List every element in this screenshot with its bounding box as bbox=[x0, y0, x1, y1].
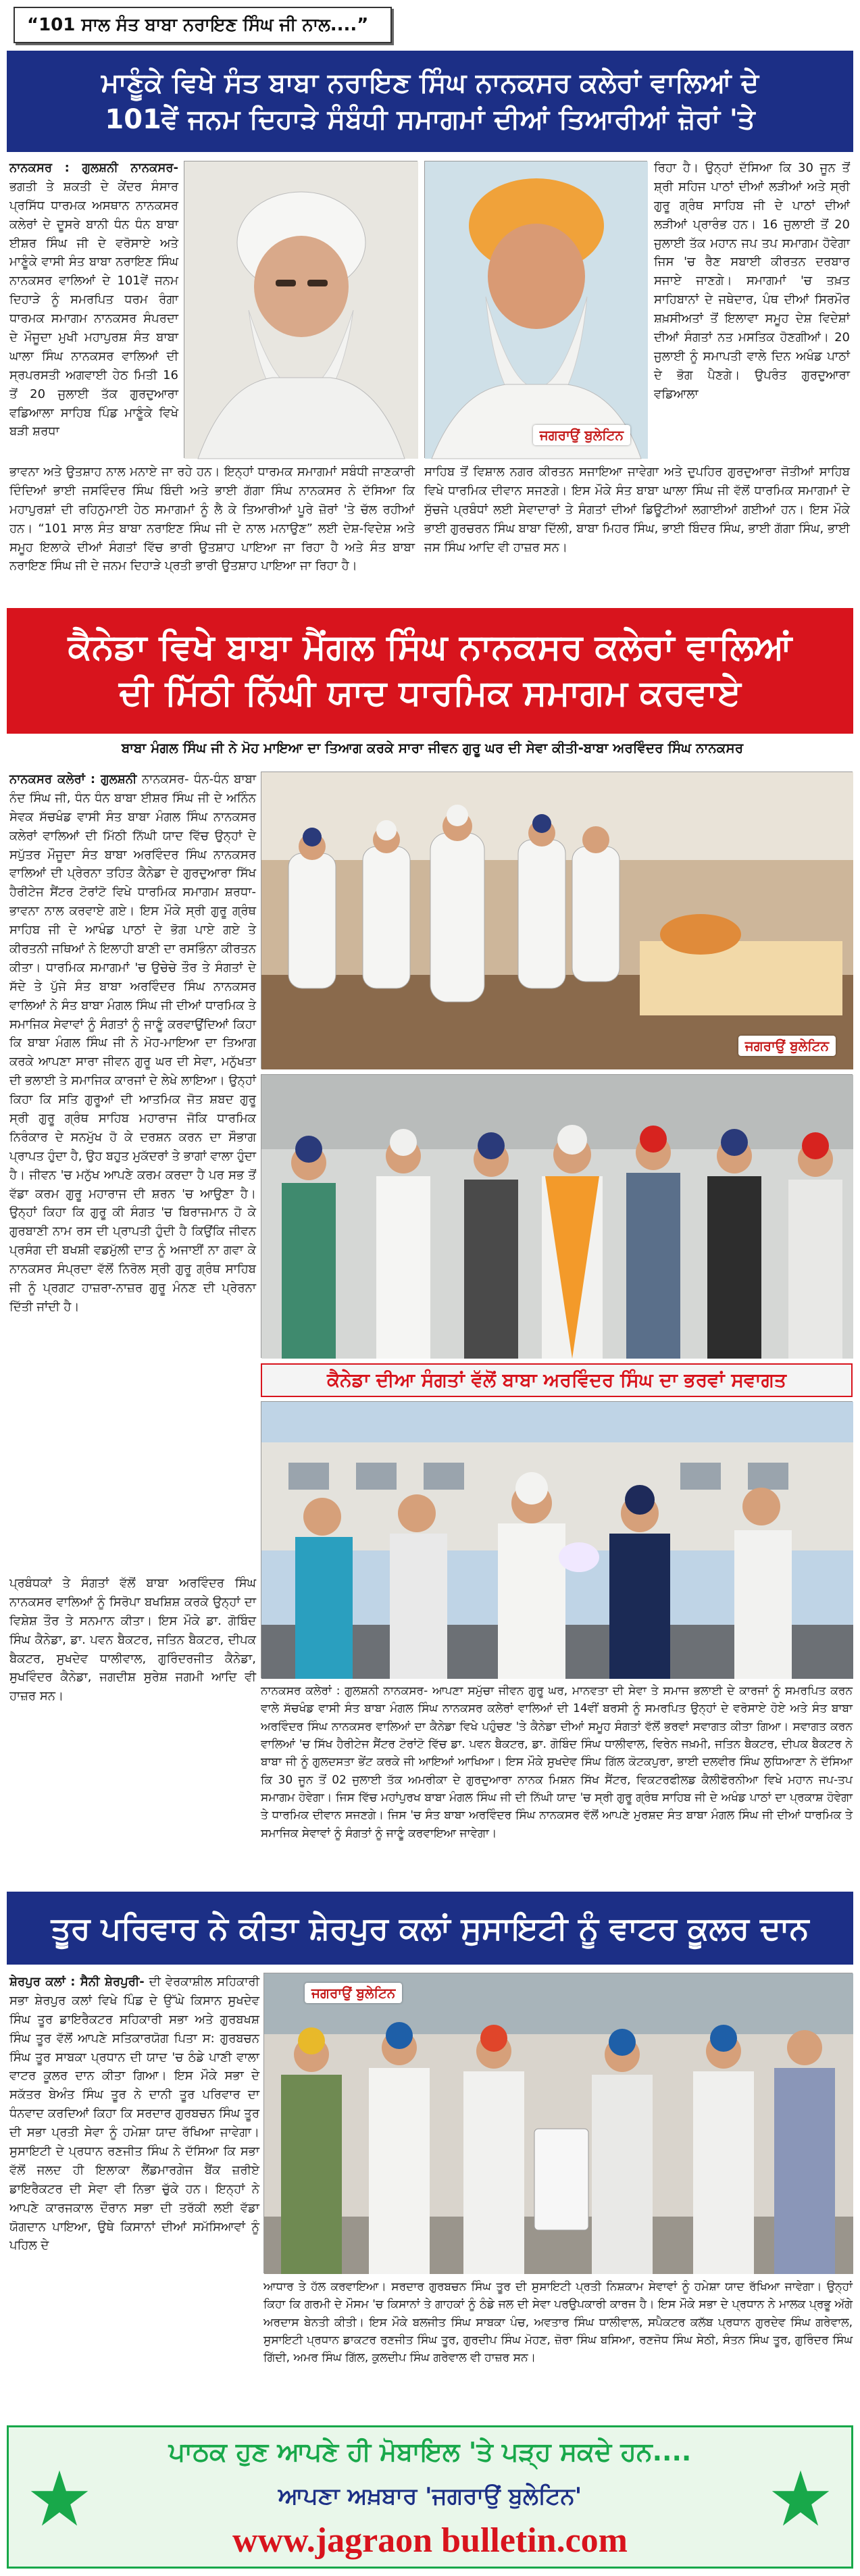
article2-photo-welcome bbox=[261, 1401, 853, 1678]
article2-photo-ceremony bbox=[261, 772, 853, 1069]
watermark: ਜਗਰਾਉਂ ਬੁਲੇਟਿਨ bbox=[738, 1036, 836, 1056]
article3-right-text: ਆਧਾਰ ਤੇ ਹੱਲ ਕਰਵਾਇਆ। ਸਰਦਾਰ ਗੁਰਬਚਨ ਸਿੰਘ ਤੂਰ ਦੀ ਸੁਸਾਇਟੀ ਪ੍ਰਤੀ ਨਿਸ਼ਕਾਮ ਸੇਵਾਵਾਂ ਨੂੰ ਹਮੇਸ਼ਾ ਯਾਦ ਰੱਖਿਆ ਜਾਵੇਗਾ। ਉਨ੍ਹਾਂ ਕਿਹਾ ਕਿ ਗਰਮੀ ਦੇ ਮੌਸਮ 'ਚ ਕਿਸਾਨਾਂ ਤੇ ਗਾਹਕਾਂ ਨੂੰ ਠੰਡੇ ਜਲ ਦੀ ਸੇਵਾ ਪਰਉਪਕਾਰੀ ਕਾਰਜ ਹੈ। ਇਸ ਮੌਕੇ ਸਭਾ ਦੇ ਪ੍ਰਧਾਨ ਨੇ ਮਾਲਕ ਪ੍ਰਭੂ ਅੱਗੇ ਅਰਦਾਸ ਬੇਨਤੀ ਕੀਤੀ। ਇਸ ਮੌਕੇ ਬਲਜੀਤ ਸਿੰਘ ਸਾਬਕਾ ਪੰਚ, ਅਵਤਾਰ ਸਿੰਘ ਧਾਲੀਵਾਲ, ਸਪੈਕਟਰ ਕਲੱਬ ਪ੍ਰਧਾਨ ਗੁਰਦੇਵ ਸਿੰਘ ਗਰੇਵਾਲ, ਸੁਸਾਇਟੀ ਪ੍ਰਧਾਨ ਡਾਕਟਰ ਰਣਜੀਤ ਸਿੰਘ ਤੂਰ, ਗੁਰਦੀਪ ਸਿੰਘ ਮੋਹਣ, ਜ਼ੋਰਾ ਸਿੰਘ ਬਸਿਆ, ਰਣਜੋਧ ਸਿੰਘ ਸੇਠੀ, ਸੰਤਨ ਸਿੰਘ ਤੂਰ, ਗੁਰਿੰਦਰ ਸਿੰਘ ਗਿੱਦੀ, ਅਮਰ ਸਿੰਘ ਗਿੱਲ, ਕੁਲਦੀਪ ਸਿੰਘ ਗਰੇਵਾਲ ਵੀ ਹਾਜ਼ਰ ਸਨ। bbox=[263, 2280, 853, 2365]
article2-bottom-text bbox=[261, 1682, 853, 1878]
article2-headline-line1: ਕੈਨੇਡਾ ਵਿਖੇ ਬਾਬਾ ਮੈਂਗਲ ਸਿੰਘ ਨਾਨਕਸਰ ਕਲੇਰਾਂ ਵਾਲਿਆਂ bbox=[68, 627, 792, 668]
article2-left-column bbox=[9, 770, 256, 1574]
article2-headline bbox=[7, 608, 853, 734]
article3-bottom-text bbox=[263, 2278, 853, 2420]
footer-banner bbox=[7, 2425, 853, 2569]
article2-left-text2: ਪ੍ਰਬੰਧਕਾਂ ਤੇ ਸੰਗਤਾਂ ਵੱਲੋਂ ਬਾਬਾ ਅਰਵਿੰਦਰ ਸਿੰਘ ਨਾਨਕਸਰ ਵਾਲਿਆਂ ਨੂੰ ਸਿਰੋਪਾ ਬਖਸ਼ਿਸ਼ ਕਰਕੇ ਉਨ੍ਹਾਂ ਦਾ ਵਿਸ਼ੇਸ਼ ਤੌਰ ਤੇ ਸਨਮਾਨ ਕੀਤਾ। ਇਸ ਮੌਕੇ ਡਾ. ਗੋਬਿੰਦ ਸਿੰਘ ਕੈਨੇਡਾ, ਡਾ. ਪਵਨ ਬੈਕਟਰ, ਜਤਿਨ ਬੈਕਟਰ, ਦੀਪਕ ਬੈਕਟਰ, ਸੁਖਦੇਵ ਧਾਲੀਵਾਲ, ਗੁਰਿੰਦਰਜੀਤ ਕੈਨੇਡਾ, ਸੁਖਵਿੰਦਰ ਕੈਨੇਡਾ, ਜਗਦੀਸ਼ ਸੁਰੇਸ਼ ਜਗਮੀ ਆਦਿ ਵੀ ਹਾਜ਼ਰ ਸਨ। bbox=[9, 1576, 256, 1704]
article1-dateline: ਨਾਨਕਸਰ : ਗੁਲਸ਼ਨੀ ਨਾਨਕਸਰ- bbox=[9, 161, 178, 175]
footer-line2: ਆਪਣਾ ਅਖ਼ਬਾਰ 'ਜਗਰਾਉਂ ਬੁਲੇਟਿਨ' bbox=[278, 2483, 582, 2510]
footer-line1: ਪਾਠਕ ਹੁਣ ਆਪਣੇ ਹੀ ਮੋਬਾਇਲ 'ਤੇ ਪੜ੍ਹ ਸਕਦੇ ਹਨ.... bbox=[168, 2437, 692, 2467]
article2-caption bbox=[261, 1363, 853, 1397]
article1-full-text: ਭਾਵਨਾ ਅਤੇ ਉਤਸ਼ਾਹ ਨਾਲ ਮਨਾਏ ਜਾ ਰਹੇ ਹਨ। ਇਨ੍ਹਾਂ ਧਾਰਮਕ ਸਮਾਗਮਾਂ ਸਬੰਧੀ ਜਾਣਕਾਰੀ ਦਿੰਦਿਆਂ ਭਾਈ ਜਸਵਿੰਦਰ ਸਿੰਘ ਬਿੰਦੀ ਅਤੇ ਭਾਈ ਗੱਗਾ ਸਿੰਘ ਨਾਨਕਸਰ ਨੇ ਦੱਸਿਆ ਕਿ ਮਹਾਪੁਰਸ਼ਾਂ ਦੀ ਰਹਿਨੁਮਾਈ ਹੇਠ ਸਮਾਗਮਾਂ ਨੂੰ ਲੈ ਕੇ ਤਿਆਰੀਆਂ ਪੂਰੇ ਜ਼ੋਰਾਂ 'ਤੇ ਚੱਲ ਰਹੀਆਂ ਹਨ। “101 ਸਾਲ ਸੰਤ ਬਾਬਾ ਨਰਾਇਣ ਸਿੰਘ ਜੀ ਦੇ ਨਾਲ ਮਨਾਉਣ” ਲਈ ਦੇਸ਼-ਵਿਦੇਸ਼ ਅਤੇ ਸਮੂਹ ਇਲਾਕੇ ਦੀਆਂ ਸੰਗਤਾਂ ਵਿੱਚ ਭਾਰੀ ਉਤਸ਼ਾਹ ਪਾਇਆ ਜਾ ਰਿਹਾ ਹੈ ਅਤੇ ਸੰਤ ਬਾਬਾ ਨਰਾਇਣ ਸਿੰਘ ਜੀ ਦੇ ਜਨਮ ਦਿਹਾੜੇ ਪ੍ਰਤੀ ਭਾਰੀ ਉਤਸ਼ਾਹ ਪਾਇਆ ਜਾ ਰਿਹਾ ਹੈ। bbox=[9, 465, 415, 574]
article2-photo-honour bbox=[261, 1074, 853, 1358]
article2-left-column-2 bbox=[9, 1574, 256, 1704]
article1-headline bbox=[7, 51, 853, 152]
article2-headline-line2: ਦੀ ਮਿੱਠੀ ਨਿੱਘੀ ਯਾਦ ਧਾਰਮਿਕ ਸਮਾਗਮ ਕਰਵਾਏ bbox=[119, 673, 741, 713]
watermark: ਜਗਰਾਉਂ ਬੁਲੇਟਿਨ bbox=[533, 425, 630, 445]
article3-photo-donation bbox=[263, 1973, 853, 2273]
article2-bottom-text-content: ਨਾਨਕਸਰ ਕਲੇਰਾਂ : ਗੁਲਸ਼ਨੀ ਨਾਨਕਸਰ- ਆਪਣਾ ਸਮੁੱਚਾ ਜੀਵਨ ਗੁਰੂ ਘਰ, ਮਾਨਵਤਾ ਦੀ ਸੇਵਾ ਤੇ ਸਮਾਜ ਭਲਾਈ ਦੇ ਕਾਰਜਾਂ ਨੂੰ ਸਮਰਪਿਤ ਕਰਨ ਵਾਲੇ ਸੱਚਖੰਡ ਵਾਸੀ ਸੰਤ ਬਾਬਾ ਮੰਗਲ ਸਿੰਘ ਨਾਨਕਸਰ ਕਲੇਰਾਂ ਵਾਲਿਆਂ ਦੀ 14ਵੀਂ ਬਰਸੀ ਨੂੰ ਸਮਰਪਿਤ ਉਨ੍ਹਾਂ ਦੇ ਵਰੋਸਾਏ ਹੋਏ ਅਤੇ ਸੰਤ ਬਾਬਾ ਅਰਵਿੰਦਰ ਸਿੰਘ ਨਾਨਕਸਰ ਵਾਲਿਆਂ ਦਾ ਕੈਨੇਡਾ ਵਿਖੇ ਪਹੁੰਚਣ 'ਤੇ ਕੈਨੇਡਾ ਦੀਆਂ ਸਮੂਹ ਸੰਗਤਾਂ ਵੱਲੋਂ ਭਰਵਾਂ ਸਵਾਗਤ ਕੀਤਾ ਗਿਆ। ਸਵਾਗਤ ਕਰਨ ਵਾਲਿਆਂ 'ਚ ਸਿੱਖ ਹੈਰੀਟੇਜ ਸੈਂਟਰ ਟੋਰਾਂਟੋ ਵਿੱਚ ਡਾ. ਪਵਨ ਬੈਕਟਰ, ਡਾ. ਗੋਬਿੰਦ ਸਿੰਘ ਧਾਲੀਵਾਲ, ਵਿਰੇਨ ਜਖ਼ਮੀ, ਜਤਿਨ ਬੈਕਟਰ, ਦੀਪਕ ਬੈਕਟਰ ਨੇ ਬਾਬਾ ਜੀ ਨੂੰ ਗੁਲਦਸਤਾ ਭੇਂਟ ਕਰਕੇ ਜੀ ਆਇਆਂ ਆਖਿਆ। ਇਸ ਮੌਕੇ ਸੁਖਦੇਵ ਸਿੰਘ ਗਿੱਲ ਕੋਟਕਪੁਰਾ, ਭਾਈ ਦਲਵੀਰ ਸਿੰਘ ਲੁਧਿਆਣਾ ਨੇ ਦੱਸਿਆ ਕਿ 30 ਜੂਨ ਤੋਂ 02 ਜੁਲਾਈ ਤੱਕ ਅਮਰੀਕਾ ਦੇ ਗੁਰਦੁਆਰਾ ਨਾਨਕ ਮਿਸ਼ਨ ਸਿੱਖ ਸੈਂਟਰ, ਵਿਕਟਰਫੀਲਡ ਕੈਲੀਫੋਰਨੀਆ ਵਿਖੇ ਮਹਾਨ ਜਪ-ਤਪ ਸਮਾਗਮ ਹੋਵੇਗਾ। ਜਿਸ ਵਿੱਚ ਮਹਾਂਪੁਰਖ ਬਾਬਾ ਮੰਗਲ ਸਿੰਘ ਜੀ ਦੀ ਨਿੱਘੀ ਯਾਦ 'ਚ ਸ੍ਰੀ ਗੁਰੂ ਗ੍ਰੰਥ ਸਾਹਿਬ ਜੀ ਦੇ ਅਖੰਡ ਪਾਠਾਂ ਦਾ ਪ੍ਰਕਾਸ਼ ਹੋਵੇਗਾ ਤੇ ਧਾਰਮਿਕ ਦੀਵਾਨ ਸਜਣਗੇ। ਜਿਸ 'ਚ ਸੰਤ ਬਾਬਾ ਅਰਵਿੰਦਰ ਸਿੰਘ ਨਾਨਕਸਰ ਵੱਲੋਂ ਆਪਣੇ ਮੁਰਸ਼ਦ ਸੰਤ ਬਾਬਾ ਮੰਗਲ ਸਿੰਘ ਜੀ ਦੀਆਂ ਧਾਰਮਿਕ ਤੇ ਸਮਾਜਿਕ ਸੇਵਾਵਾਂ ਨੂੰ ਸੰਗਤਾਂ ਨੂੰ ਜਾਣੂੰ ਕਰਵਾਇਆ ਜਾਵੇਗਾ। bbox=[261, 1684, 853, 1840]
article3-left-column bbox=[9, 1973, 259, 2371]
article1-left-text: ਭਗਤੀ ਤੇ ਸ਼ਕਤੀ ਦੇ ਕੇਂਦਰ ਸੰਸਾਰ ਪ੍ਰਸਿੱਧ ਧਾਰਮਕ ਅਸਥਾਨ ਨਾਨਕਸਰ ਕਲੇਰਾਂ ਦੇ ਦੂਸਰੇ ਬਾਨੀ ਧੰਨ ਧੰਨ ਬਾਬਾ ਈਸ਼ਰ ਸਿੰਘ ਜੀ ਦੇ ਵਰੋਸਾਏ ਅਤੇ ਮਾਣੂੰਕੇ ਵਾਸੀ ਸੰਤ ਬਾਬਾ ਨਰਾਇਣ ਸਿੰਘ ਨਾਨਕਸਰ ਵਾਲਿਆਂ ਦੇ 101ਵੇਂ ਜਨਮ ਦਿਹਾੜੇ ਨੂੰ ਸਮਰਪਿਤ ਧਰਮ ਰੰਗਾ ਧਾਰਮਕ ਸਮਾਗਮ ਨਾਨਕਸਰ ਸੰਪਰਦਾ ਦੇ ਮੌਜੂਦਾ ਮੁਖੀ ਮਹਾਪੁਰਸ਼ ਸੰਤ ਬਾਬਾ ਘਾਲਾ ਸਿੰਘ ਨਾਨਕਸਰ ਵਾਲਿਆਂ ਦੀ ਸ੍ਰਪਰਸਤੀ ਅਗਵਾਈ ਹੇਠ ਮਿਤੀ 16 ਤੋਂ 20 ਜੁਲਾਈ ਤੱਕ ਗੁਰਦੁਆਰਾ ਵਡਿਆਲਾ ਸਾਹਿਬ ਪਿੰਡ ਮਾਣੂੰਕੇ ਵਿਖੇ ਬੜੀ ਸ਼ਰਧਾ bbox=[9, 179, 178, 439]
article1-bottom-left bbox=[9, 463, 415, 574]
top-quote-text: “101 ਸਾਲ ਸੰਤ ਬਾਬਾ ਨਰਾਇਣ ਸਿੰਘ ਜੀ ਨਾਲ....” bbox=[27, 14, 369, 35]
article2-caption-text: ਕੈਨੇਡਾ ਦੀਆ ਸੰਗਤਾਂ ਵੱਲੋਂ ਬਾਬਾ ਅਰਵਿੰਦਰ ਸਿੰਘ ਦਾ ਭਰਵਾਂ ਸਵਾਗਤ bbox=[327, 1369, 786, 1391]
article2-left-text: ਨਾਨਕਸਰ- ਧੰਨ-ਧੰਨ ਬਾਬਾ ਨੰਦ ਸਿੰਘ ਜੀ, ਧੰਨ ਧੰਨ ਬਾਬਾ ਈਸ਼ਰ ਸਿੰਘ ਜੀ ਦੇ ਅਨਿੰਨ ਸੇਵਕ ਸੱਚਖੰਡ ਵਾਸੀ ਸੰਤ ਬਾਬਾ ਮੰਗਲ ਸਿੰਘ ਨਾਨਕਸਰ ਕਲੇਰਾਂ ਵਾਲਿਆਂ ਦੀ ਮਿੱਠੀ ਨਿੱਘੀ ਯਾਦ ਵਿੱਚ ਉਨ੍ਹਾਂ ਦੇ ਸਪੁੱਤਰ ਮੌਜੂਦਾ ਸੰਤ ਬਾਬਾ ਅਰਵਿੰਦਰ ਸਿੰਘ ਨਾਨਕਸਰ ਵਾਲਿਆਂ ਦੀ ਪ੍ਰੇਰਨਾ ਤਹਿਤ ਕੈਨੇਡਾ ਦੇ ਗੁਰਦੁਆਰਾ ਸਿੱਖ ਹੈਰੀਟੇਜ ਸੈਂਟਰ ਟੋਰਾਂਟੋ ਵਿਖੇ ਧਾਰਮਿਕ ਸਮਾਗਮ ਸ਼ਰਧਾ-ਭਾਵਨਾ ਨਾਲ ਕਰਵਾਏ ਗਏ। ਇਸ ਮੌਕੇ ਸ੍ਰੀ ਗੁਰੂ ਗ੍ਰੰਥ ਸਾਹਿਬ ਜੀ ਦੇ ਆਖੰਡ ਪਾਠਾਂ ਦੇ ਭੋਗ ਪਾਏ ਗਏ ਤੇ ਕੀਰਤਨੀ ਜਥਿਆਂ ਨੇ ਇਲਾਹੀ ਬਾਣੀ ਦਾ ਰਸਭਿੰਨਾ ਕੀਰਤਨ ਕੀਤਾ। ਧਾਰਮਿਕ ਸਮਾਗਮਾਂ 'ਚ ਉਚੇਚੇ ਤੌਰ ਤੇ ਸੰਗਤਾਂ ਦੇ ਸੱਦੇ ਤੇ ਪੁੱਜੇ ਸੰਤ ਬਾਬਾ ਅਰਵਿੰਦਰ ਸਿੰਘ ਨਾਨਕਸਰ ਵਾਲਿਆਂ ਨੇ ਸੰਤ ਬਾਬਾ ਮੰਗਲ ਸਿੰਘ ਜੀ ਦੀਆਂ ਧਾਰਮਿਕ ਤੇ ਸਮਾਜਿਕ ਸੇਵਾਵਾਂ ਨੂੰ ਸੰਗਤਾਂ ਨੂੰ ਜਾਣੂੰ ਕਰਵਾਉਂਦਿਆਂ ਕਿਹਾ ਕਿ ਬਾਬਾ ਮੰਗਲ ਸਿੰਘ ਜੀ ਨੇ ਮੋਹ-ਮਾਇਆ ਦਾ ਤਿਆਗ ਕਰਕੇ ਆਪਣਾ ਸਾਰਾ ਜੀਵਨ ਗੁਰੂ ਘਰ ਦੀ ਸੇਵਾ, ਮਨੁੱਖਤਾ ਦੀ ਭਲਾਈ ਤੇ ਸਮਾਜਿਕ ਕਾਰਜਾਂ ਦੇ ਲੇਖੇ ਲਾਇਆ। ਉਨ੍ਹਾਂ ਕਿਹਾ ਕਿ ਸਤਿ ਗੁਰੂਆਂ ਦੀ ਆਤਮਿਕ ਜੋਤ ਸ਼ਬਦ ਗੁਰੂ ਸ੍ਰੀ ਗੁਰੂ ਗ੍ਰੰਥ ਸਾਹਿਬ ਮਹਾਰਾਜ ਜੋਕਿ ਧਾਰਮਿਕ ਨਿਰੰਕਾਰ ਦੇ ਸਨਮੁੱਖ ਹੋ ਕੇ ਦਰਸ਼ਨ ਕਰਨ ਦਾ ਸੌਭਾਗ ਪ੍ਰਾਪਤ ਹੁੰਦਾ ਹੈ, ਉਹ ਬਹੁਤ ਮੁਕੱਦਰਾਂ ਤੇ ਭਾਗਾਂ ਵਾਲਾ ਹੁੰਦਾ ਹੈ। ਜੀਵਨ 'ਚ ਮਨੁੱਖ ਆਪਣੇ ਕਰਮ ਕਰਦਾ ਹੈ ਪਰ ਸਭ ਤੋਂ ਵੱਡਾ ਕਰਮ ਗੁਰੂ ਮਹਾਰਾਜ ਦੀ ਸ਼ਰਨ 'ਚ ਆਉਣਾ ਹੈ। ਉਨ੍ਹਾਂ ਕਿਹਾ ਕਿ ਗੁਰੂ ਕੀ ਸੰਗਤ 'ਚ ਬਿਰਾਜਮਾਨ ਹੋ ਕੇ ਗੁਰਬਾਣੀ ਨਾਮ ਰਸ ਦੀ ਪ੍ਰਾਪਤੀ ਹੁੰਦੀ ਹੈ ਕਿਉਂਕਿ ਜੀਵਨ ਪ੍ਰਸੰਗ ਦੀ ਬਖਸ਼ੀ ਵਡਮੁੱਲੀ ਦਾਤ ਨੂੰ ਅਜਾਈਂ ਨਾ ਗਵਾ ਕੇ ਨਾਨਕਸਰ ਸੰਪ੍ਰਦਾ ਵੱਲੋਂ ਨਿਰੋਲ ਸ੍ਰੀ ਗੁਰੂ ਗ੍ਰੰਥ ਸਾਹਿਬ ਜੀ ਨੂੰ ਪ੍ਰਗਟ ਹਾਜ਼ਰਾ-ਨਾਜ਼ਰ ਗੁਰੂ ਮੰਨਣ ਦੀ ਪ੍ਰੇਰਨਾ ਦਿੱਤੀ ਜਾਂਦੀ ਹੈ। bbox=[9, 772, 257, 1314]
article3-headline-text: ਤੂਰ ਪਰਿਵਾਰ ਨੇ ਕੀਤਾ ਸ਼ੇਰਪੁਰ ਕਲਾਂ ਸੁਸਾਇਟੀ ਨੂੰ ਵਾਟਰ ਕੂਲਰ ਦਾਨ bbox=[51, 1909, 809, 1946]
article2-subhead-text: ਬਾਬਾ ਮੰਗਲ ਸਿੰਘ ਜੀ ਨੇ ਮੋਹ ਮਾਇਆ ਦਾ ਤਿਆਗ ਕਰਕੇ ਸਾਰਾ ਜੀਵਨ ਗੁਰੂ ਘਰ ਦੀ ਸੇਵਾ ਕੀਤੀ-ਬਾਬਾ ਅਰਵਿੰਦਰ ਸਿੰਘ ਨਾਨਕਸਰ bbox=[121, 740, 744, 756]
article1-headline-line2: 101ਵੇਂ ਜਨਮ ਦਿਹਾੜੇ ਸੰਬੰਧੀ ਸਮਾਗਮਾਂ ਦੀਆਂ ਤਿਆਰੀਆਂ ਜ਼ੋਰਾਂ 'ਤੇ bbox=[105, 104, 755, 135]
article1-photo-saint-white bbox=[184, 161, 418, 458]
article2-dateline: ਨਾਨਕਸਰ ਕਲੇਰਾਂ : ਗੁਲਸ਼ਨੀ bbox=[9, 772, 137, 786]
article2-subhead bbox=[20, 740, 844, 767]
article3-headline bbox=[7, 1892, 853, 1965]
article3-dateline: ਸ਼ੇਰਪੁਰ ਕਲਾਂ : ਸੈਨੀ ਸ਼ੇਰਪੁਰੀ- bbox=[9, 1975, 145, 1989]
watermark: ਜਗਰਾਉਂ ਬੁਲੇਟਿਨ bbox=[305, 1983, 402, 2003]
article1-right-text: ਰਿਹਾ ਹੈ। ਉਨ੍ਹਾਂ ਦੱਸਿਆ ਕਿ 30 ਜੂਨ ਤੋਂ ਸ਼੍ਰੀ ਸਹਿਜ ਪਾਠਾਂ ਦੀਆਂ ਲੜੀਆਂ ਅਤੇ ਸ੍ਰੀ ਗੁਰੂ ਗ੍ਰੰਥ ਸਾਹਿਬ ਜੀ ਦੇ ਪਾਠਾਂ ਦੀਆਂ ਲੜੀਆਂ ਪ੍ਰਾਰੰਭ ਹਨ। 16 ਜੁਲਾਈ ਤੋਂ 20 ਜੁਲਾਈ ਤੱਕ ਮਹਾਨ ਜਪ ਤਪ ਸਮਾਗਮ ਹੋਵੇਗਾ ਜਿਸ 'ਚ ਰੈਣ ਸਬਾਈ ਕੀਰਤਨ ਦਰਬਾਰ ਸਜਾਏ ਜਾਣਗੇ। ਸਮਾਗਮਾਂ 'ਚ ਤਖ਼ਤ ਸਾਹਿਬਾਨਾਂ ਦੇ ਜਥੇਦਾਰ, ਪੰਥ ਦੀਆਂ ਸਿਰਮੌਰ ਸ਼ਖ਼ਸੀਅਤਾਂ ਤੋਂ ਇਲਾਵਾ ਸਮੂਹ ਦੇਸ਼ ਵਿਦੇਸ਼ਾਂ ਦੀਆਂ ਸੰਗਤਾਂ ਨਤ ਮਸਤਿਕ ਹੋਣਗੀਆਂ। 20 ਜੁਲਾਈ ਨੂੰ ਸਮਾਪਤੀ ਵਾਲੇ ਦਿਨ ਅਖੰਡ ਪਾਠਾਂ ਦੇ ਭੋਗ ਪੈਣਗੇ। ਉਪਰੰਤ ਗੁਰਦੁਆਰਾ ਵਡਿਆਲਾ bbox=[654, 161, 850, 401]
article1-right-column bbox=[654, 159, 850, 470]
article1-headline-line1: ਮਾਣੂੰਕੇ ਵਿਖੇ ਸੰਤ ਬਾਬਾ ਨਰਾਇਣ ਸਿੰਘ ਨਾਨਕਸਰ ਕਲੇਰਾਂ ਵਾਲਿਆਂ ਦੇ bbox=[101, 68, 759, 99]
top-quote-banner bbox=[14, 7, 392, 43]
article1-bottom-right-text: ਸਾਹਿਬ ਤੋਂ ਵਿਸ਼ਾਲ ਨਗਰ ਕੀਰਤਨ ਸਜਾਇਆ ਜਾਵੇਗਾ ਅਤੇ ਦੁਪਹਿਰ ਗੁਰਦੁਆਰਾ ਜੋਤੀਆਂ ਸਾਹਿਬ ਵਿਖੇ ਧਾਰਮਿਕ ਦੀਵਾਨ ਸਜਣਗੇ। ਇਸ ਮੌਕੇ ਸੰਤ ਬਾਬਾ ਘਾਲਾ ਸਿੰਘ ਜੀ ਵੱਲੋਂ ਧਾਰਮਿਕ ਸਮਾਗਮਾਂ ਦੇ ਸੁੱਚਜੇ ਪ੍ਰਬੰਧਾਂ ਲਈ ਸੇਵਾਦਾਰਾਂ ਤੇ ਸੰਗਤਾਂ ਦੀਆਂ ਡਿਊਟੀਆਂ ਲਗਾਈਆਂ ਗਈਆਂ ਹਨ। ਇਸ ਮੌਕੇ ਭਾਈ ਗੁਰਚਰਨ ਸਿੰਘ ਬਾਬਾ ਦਿੱਲੀ, ਬਾਬਾ ਮਿਹਰ ਸਿੰਘ, ਭਾਈ ਬਿੰਦਰ ਸਿੰਘ, ਭਾਈ ਗੱਗਾ ਸਿੰਘ, ਭਾਈ ਜਸ ਸਿੰਘ ਆਦਿ ਵੀ ਹਾਜ਼ਰ ਸਨ। bbox=[424, 465, 850, 555]
article1-photo-saint-orange bbox=[424, 161, 647, 458]
article3-left-text: ਦੀ ਵੇਰਕਾਸ਼ੀਲ ਸਹਿਕਾਰੀ ਸਭਾ ਸ਼ੇਰਪੁਰ ਕਲਾਂ ਵਿਖੇ ਪਿੰਡ ਦੇ ਉੱਘੇ ਕਿਸਾਨ ਸੁਖਦੇਵ ਸਿੰਘ ਤੂਰ ਡਾਇਰੈਕਟਰ ਸਹਿਕਾਰੀ ਸਭਾ ਅਤੇ ਗੁਰਬਖਸ਼ ਸਿੰਘ ਤੂਰ ਵੱਲੋਂ ਆਪਣੇ ਸਤਿਕਾਰਯੋਗ ਪਿਤਾ ਸ: ਗੁਰਬਚਨ ਸਿੰਘ ਤੂਰ ਸਾਬਕਾ ਪ੍ਰਧਾਨ ਦੀ ਯਾਦ 'ਚ ਠੰਡੇ ਪਾਣੀ ਵਾਲਾ ਵਾਟਰ ਕੂਲਰ ਦਾਨ ਕੀਤਾ ਗਿਆ। ਇਸ ਮੌਕੇ ਸਭਾ ਦੇ ਸਕੱਤਰ ਬੇਅੰਤ ਸਿੰਘ ਤੂਰ ਨੇ ਦਾਨੀ ਤੂਰ ਪਰਿਵਾਰ ਦਾ ਧੰਨਵਾਦ ਕਰਦਿਆਂ ਕਿਹਾ ਕਿ ਸਰਦਾਰ ਗੁਰਬਚਨ ਸਿੰਘ ਤੂਰ ਦੀ ਸਭਾ ਪ੍ਰਤੀ ਸੇਵਾ ਨੂੰ ਹਮੇਸ਼ਾ ਯਾਦ ਰੱਖਿਆ ਜਾਵੇਗਾ। ਸੁਸਾਇਟੀ ਦੇ ਪ੍ਰਧਾਨ ਰਣਜੀਤ ਸਿੰਘ ਨੇ ਦੱਸਿਆ ਕਿ ਸਭਾ ਵੱਲੋਂ ਜਲਦ ਹੀ ਇਲਾਕਾ ਲੈਂਡਮਾਰਗੇਜ ਬੈਂਕ ਜ਼ਰੀਏ ਡਾਇਰੈਕਟਰ ਦੀ ਸੇਵਾ ਵੀ ਨਿਭਾ ਚੁੱਕੇ ਹਨ। ਇਨ੍ਹਾਂ ਨੇ ਆਪਣੇ ਕਾਰਜਕਾਲ ਦੌਰਾਨ ਸਭਾ ਦੀ ਤਰੱਕੀ ਲਈ ਵੱਡਾ ਯੋਗਦਾਨ ਪਾਇਆ, ਉਥੇ ਕਿਸਾਨਾਂ ਦੀਆਂ ਸਮੱਸਿਆਵਾਂ ਨੂੰ ਪਹਿਲ ਦੇ bbox=[9, 1975, 259, 2253]
article1-bottom-right bbox=[424, 463, 850, 605]
footer-url[interactable]: www.jagraon bulletin.com bbox=[232, 2521, 628, 2560]
article1-left-column bbox=[9, 159, 178, 476]
